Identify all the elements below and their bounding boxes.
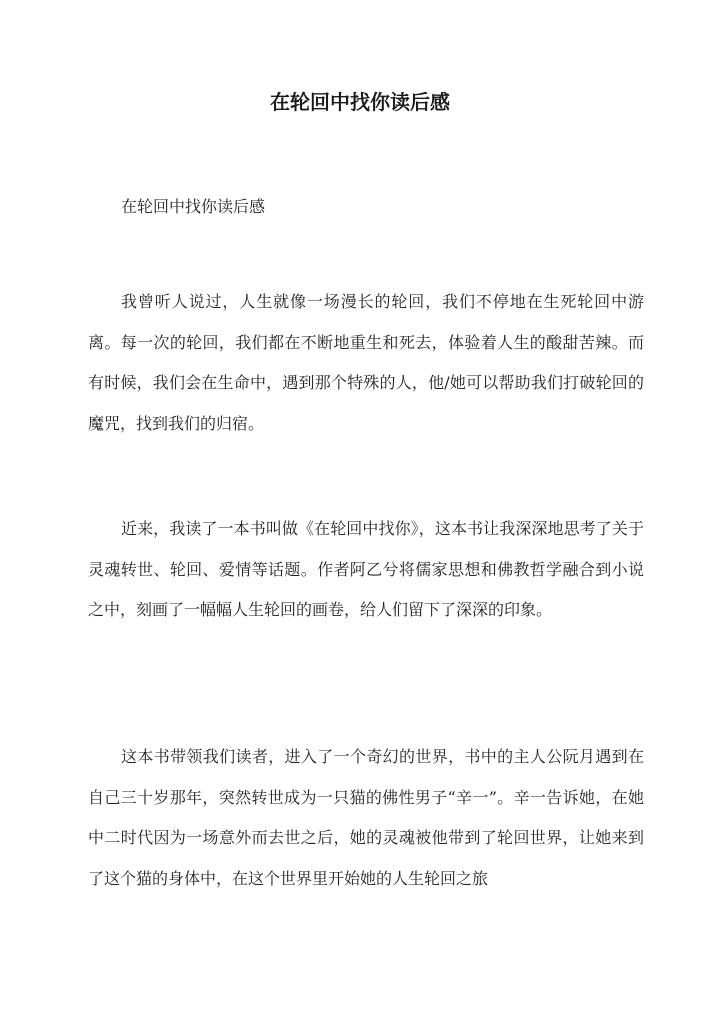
paragraph: 我曾听人说过，人生就像一场漫长的轮回，我们不停地在生死轮回中游离。每一次的轮回，我们都在不断地重生和死去，体验着人生的酸甜苦辣。而有时候，我们会在生命中，遇到那个特殊的人，他/她可以帮助我们打破轮回的魔咒，找到我们的归宿。	[88, 292, 644, 433]
paragraph: 这本书带领我们读者，进入了一个奇幻的世界，书中的主人公阮月遇到在自己三十岁那年，突然转世成为一只猫的佛性男子“辛一”。辛一告诉她，在她中二时代因为一场意外而去世之后，她的灵魂被他带到了轮回世界，让她来到了这个猫的身体中，在这个世界里开始她的人生轮回之旅	[88, 747, 644, 888]
document-title: 在轮回中找你读后感	[270, 90, 450, 114]
document-subtitle: 在轮回中找你读后感	[121, 197, 266, 216]
paragraph: 近来，我读了一本书叫做《在轮回中找你》，这本书让我深深地思考了关于灵魂转世、轮回、爱情等话题。作者阿乙兮将儒家思想和佛教哲学融合到小说之中，刻画了一幅幅人生轮回的画卷，给人们留下了深深的印象。	[88, 519, 644, 619]
